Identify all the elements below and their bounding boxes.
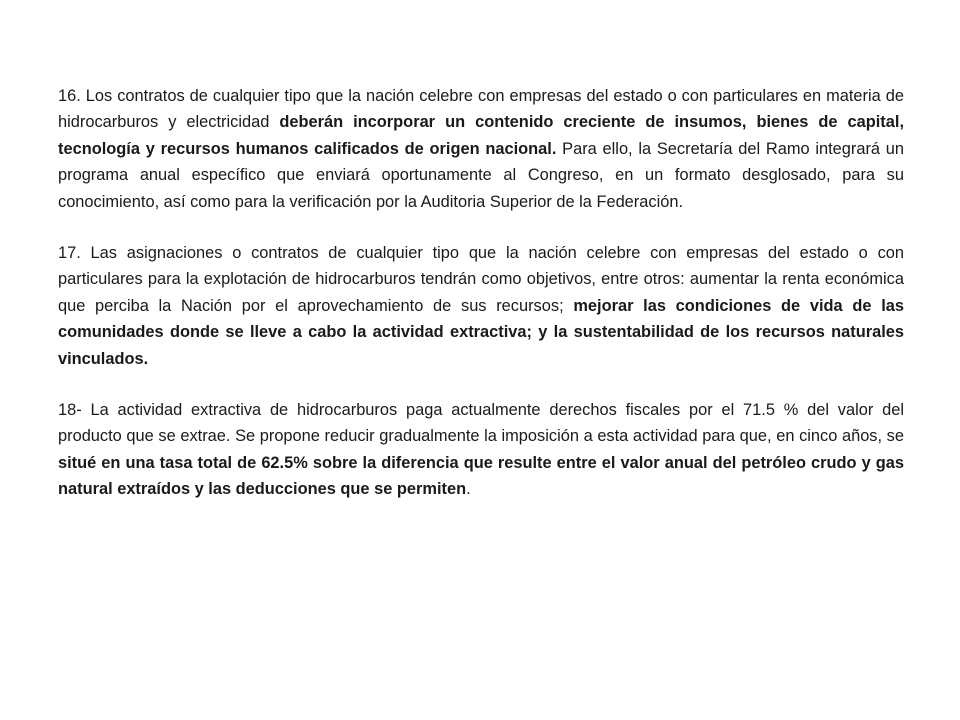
paragraph-17-bold-text: mejorar las condiciones de vida de las comunidades donde se lleve a cabo la actividad extractiva; y la sustentabilidad de los recursos naturales vinculados.: [58, 296, 904, 368]
paragraph-16-text-1: 16. Los contratos de cualquier tipo que la nación celebre con empresas del estado o con particulares en materia de hidrocarburos y electricidad: [58, 87, 904, 132]
paragraph-18: [58, 397, 904, 503]
paragraph-17: [58, 240, 904, 372]
paragraph-16-bold-text: deberán incorporar un contenido creciente de insumos, bienes de capital, tecnología y recursos humanos calificados de origen nacional.: [58, 113, 904, 158]
paragraph-18-text-2: .: [466, 480, 471, 499]
paragraph-18-bold-text: situé en una tasa total de 62.5% sobre la diferencia que resulte entre el valor anual del petróleo crudo y gas natural extraídos y las deducciones que se permiten: [58, 453, 904, 499]
paragraph-16-text-2: Para ello, la Secretaría del Ramo integrará un programa anual específico que enviará oportunamente al Congreso, en un formato desglosado, para su conocimiento, así como para la verificación por la Auditoria Superior de la Federación.: [58, 139, 905, 211]
paragraph-18-text-1: 18- La actividad extractiva de hidrocarburos paga actualmente derechos fiscales por el 71.5 % del valor del producto que se extrae. Se propone reducir gradualmente la imposición a esta actividad para que, en cinco años, se: [58, 401, 904, 446]
paragraph-17-text-1: 17. Las asignaciones o contratos de cualquier tipo que la nación celebre con empresas del estado o con particulares para la explotación de hidrocarburos tendrán como objetivos, entre otros: aumentar la renta económica que perciba la Nación por el aprovechamiento de sus recursos;: [58, 244, 904, 315]
paragraph-16: [58, 83, 904, 215]
document-body: [58, 83, 904, 528]
